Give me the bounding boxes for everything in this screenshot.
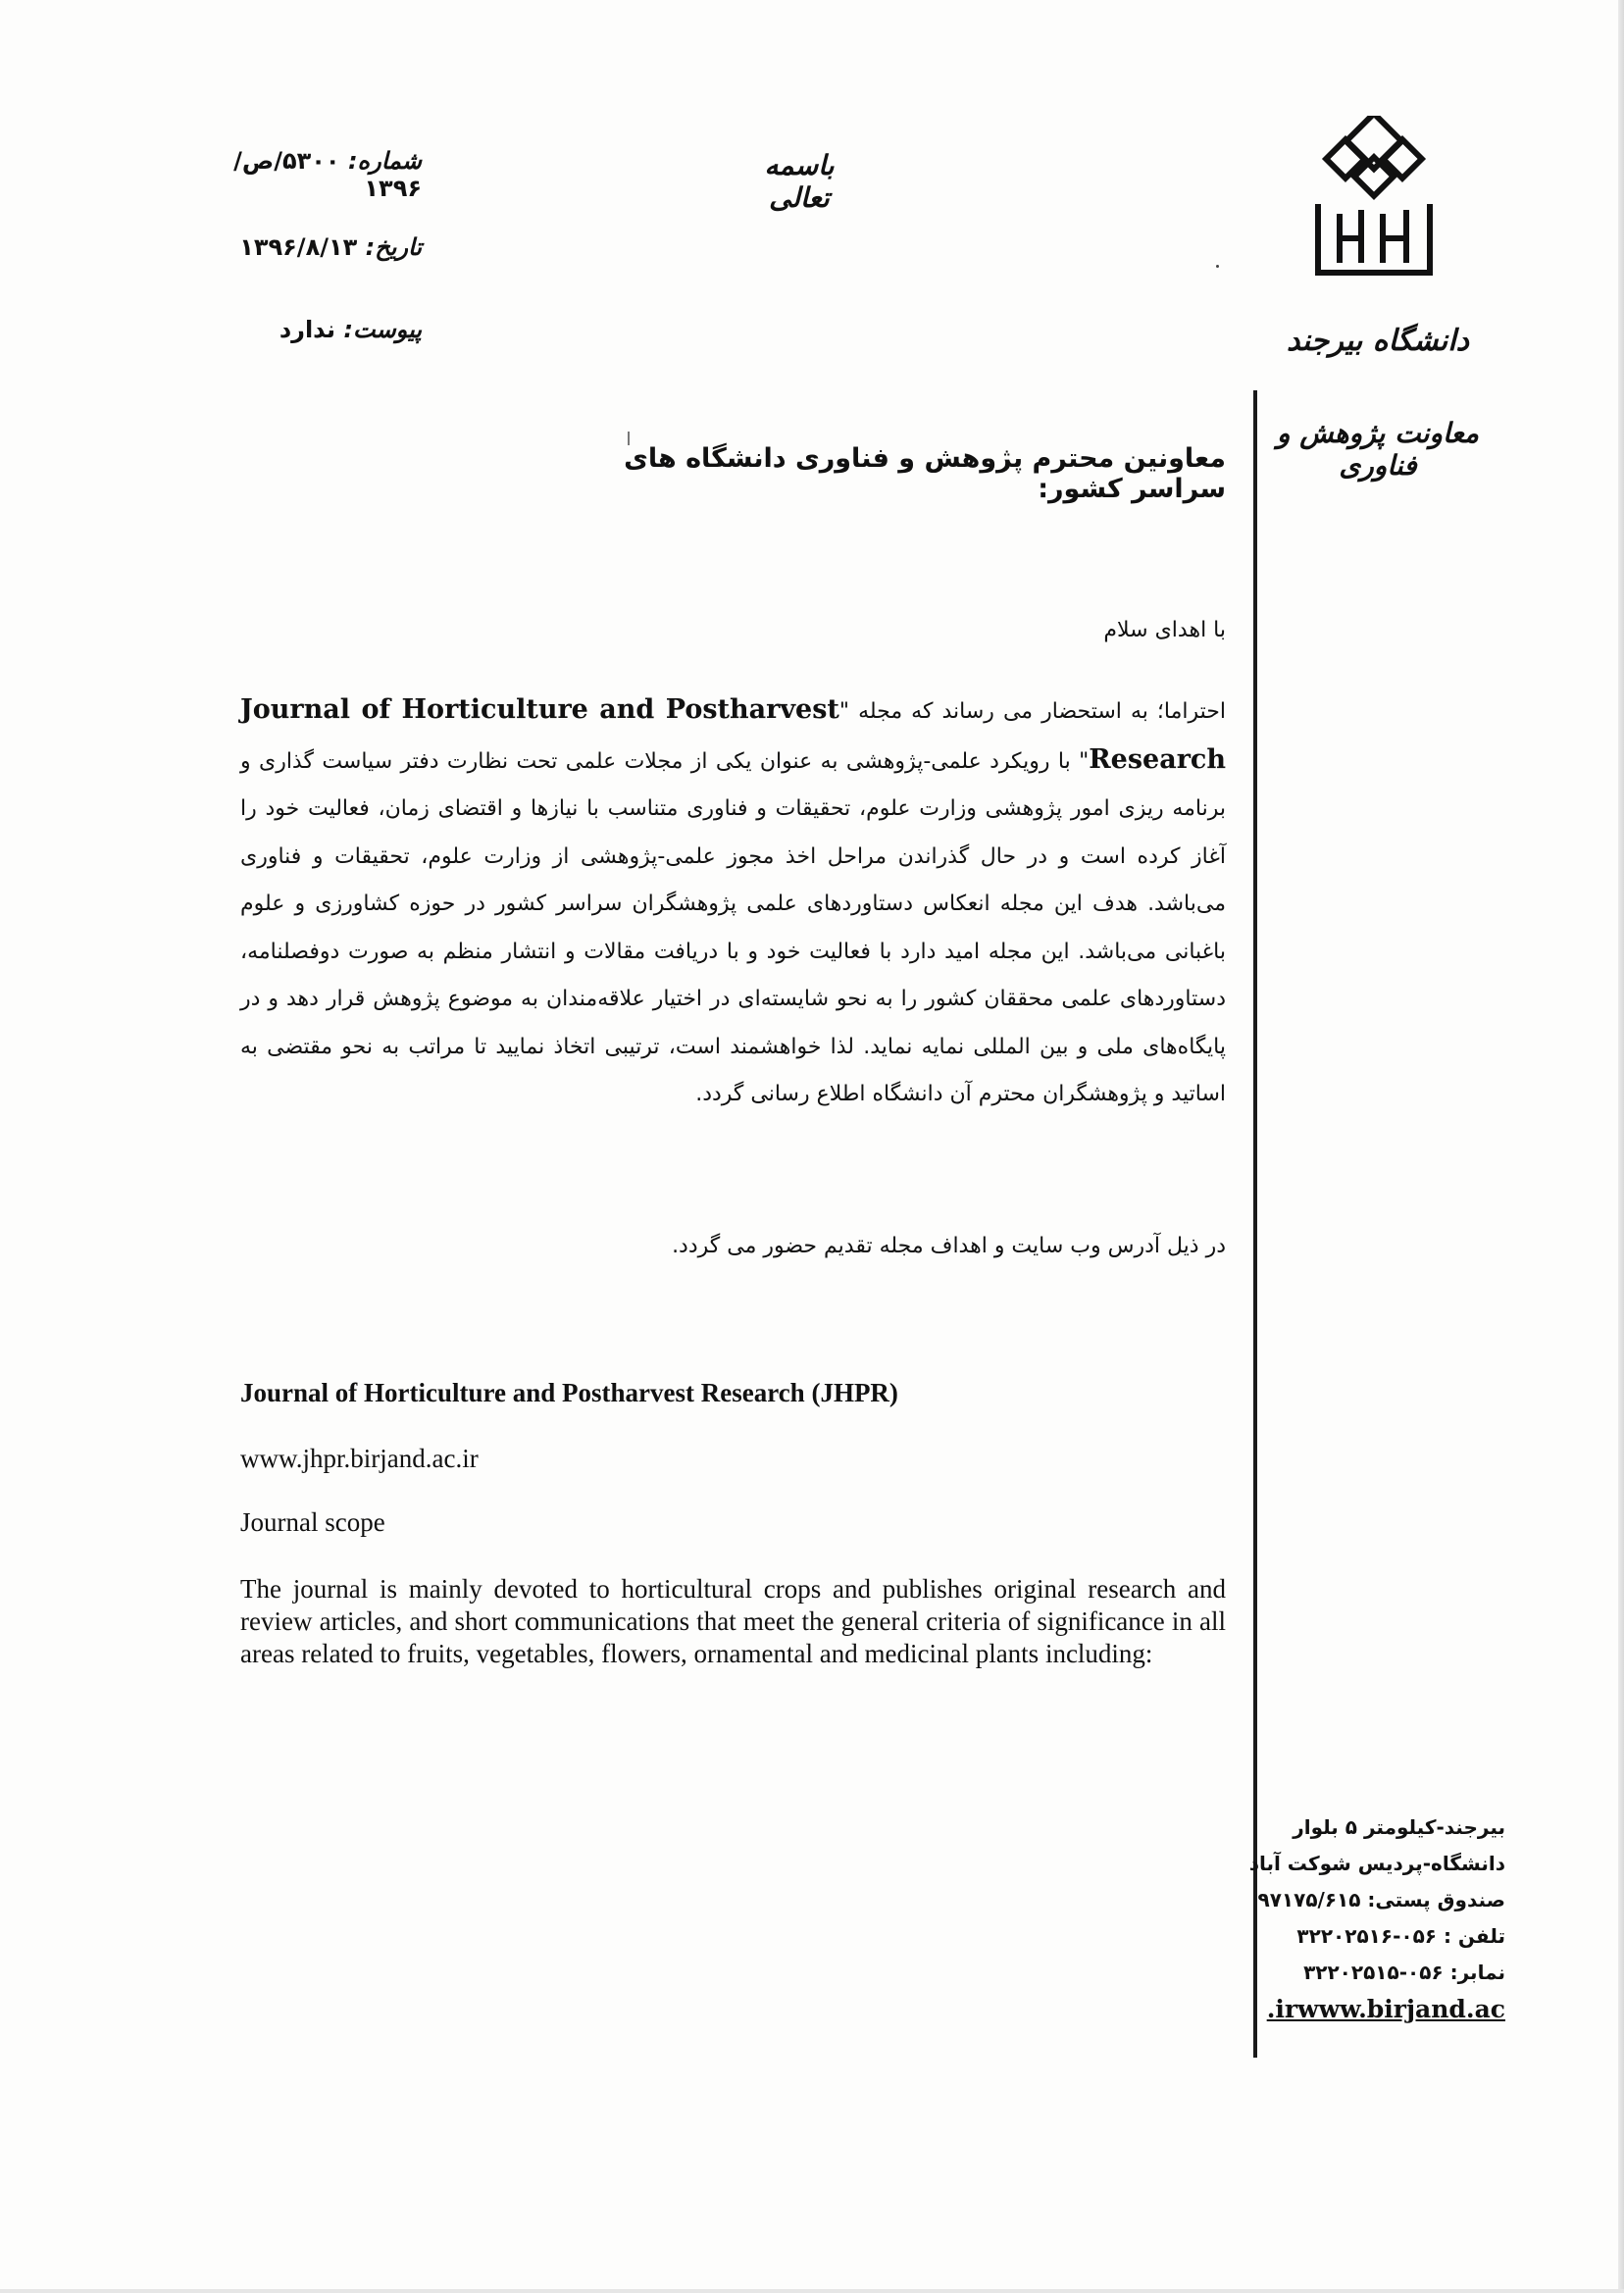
journal-title-en: Journal of Horticulture and Postharvest Research (JHPR) xyxy=(240,1378,898,1407)
vertical-divider xyxy=(1253,390,1257,2058)
postal-box: صندوق پستی: ۹۷۱۷۵/۶۱۵ xyxy=(1257,1888,1505,1911)
letter-number xyxy=(177,147,422,202)
address-line-1: بیرجند-کیلومتر ۵ بلوار xyxy=(1293,1815,1505,1839)
letter-number-value: ۵۳۰۰/ص/۱۳۹۶ xyxy=(233,147,422,202)
address-line-2: دانشگاه-پردیس شوکت آباد xyxy=(1248,1852,1505,1875)
letter-date xyxy=(177,233,422,261)
journal-name: Journal of Horticulture and Postharvest Research xyxy=(240,694,1226,775)
journal-scope-text: The journal is mainly devoted to horticultural crops and publishes original research and review articles, and short communications that meet the general criteria of significance in all areas related to fruits, vegetables, flowers, ornamental and medicinal plants including: xyxy=(240,1574,1226,1668)
letter-body xyxy=(240,687,1226,1119)
website-link[interactable]: .irwww.birjand.ac xyxy=(1266,1995,1505,2023)
journal-url: www.jhpr.birjand.ac.ir xyxy=(240,1444,479,1473)
letter-number-label: شماره: xyxy=(347,147,422,175)
letter-attachment-label: پیوست: xyxy=(343,316,422,343)
letter-body-text: " با رویکرد علمی-پژوهشی به عنوان یکی از مجلات علمی تحت نظارت دفتر سیاست گذاری و برنامه ریزی امور پژوهشی وزارت علوم، تحقیقات و فناوری متناسب با نیازها و اقتضای زمان، فعالیت خود را آغاز کرده است و در حال گذراندن مراحل اخذ مجوز علمی-پژوهشی از وزارت علوم، تحقیقات و فناوری می‌باشد. هدف این مجله انعکاس دستاوردهای علمی پژوهشگران سراسر کشور در حوزه کشاورزی و علوم باغبانی می‌باشد. این مجله امید دارد با فعالیت خود و با دریافت مقالات و انتشار منظم به صورت دوفصلنامه، دستاوردهای علمی محققان کشور را به نحو شایسته‌ای در اختیار علاقه‌مندان به موضوع پژوهش قرار دهد و در پایگاه‌های ملی و بین المللی نمایه نماید. لذا خواهشمند است، ترتیبی اتخاذ نمایید تا مراتب به نحو مقتضی به اساتید و پژوهشگران محترم آن دانشگاه اطلاع رسانی گردد. xyxy=(240,748,1226,1106)
basmala-heading: باسمه تعالی xyxy=(764,149,835,214)
letter-date-label: تاریخ: xyxy=(365,233,422,261)
scan-edge-bottom xyxy=(0,2289,1624,2293)
letter-intro: احتراما؛ به استحضار می رساند که مجله " xyxy=(838,699,1227,724)
letter-attachment xyxy=(177,316,422,343)
scan-edge xyxy=(1618,0,1624,2293)
fax-number: نمابر: ۰۵۶-۳۲۲۰۲۵۱۵ xyxy=(1303,1961,1505,1984)
letter-date-value: ۱۳۹۶/۸/۱۳ xyxy=(239,233,358,261)
university-name: دانشگاه بیرجند xyxy=(1287,324,1469,358)
letter-greeting: با اهدای سلام xyxy=(1103,618,1226,642)
letter-addressee: معاونین محترم پژوهش و فناوری دانشگاه های سراسر کشور: xyxy=(624,443,1226,504)
letter-attachment-value: ندارد xyxy=(279,316,336,343)
phone-number: تلفن : ۰۵۶-۳۲۲۰۲۵۱۶ xyxy=(1296,1924,1505,1948)
university-logo-icon xyxy=(1310,116,1438,282)
footer-address xyxy=(1248,1809,1505,2027)
letter-closing: در ذیل آدرس وب سایت و اهداف مجله تقدیم حضور می گردد. xyxy=(672,1234,1226,1258)
journal-scope-heading: Journal scope xyxy=(240,1507,385,1537)
scan-dot xyxy=(1216,265,1219,268)
department-name: معاونت پژوهش و فناوری xyxy=(1276,417,1480,482)
